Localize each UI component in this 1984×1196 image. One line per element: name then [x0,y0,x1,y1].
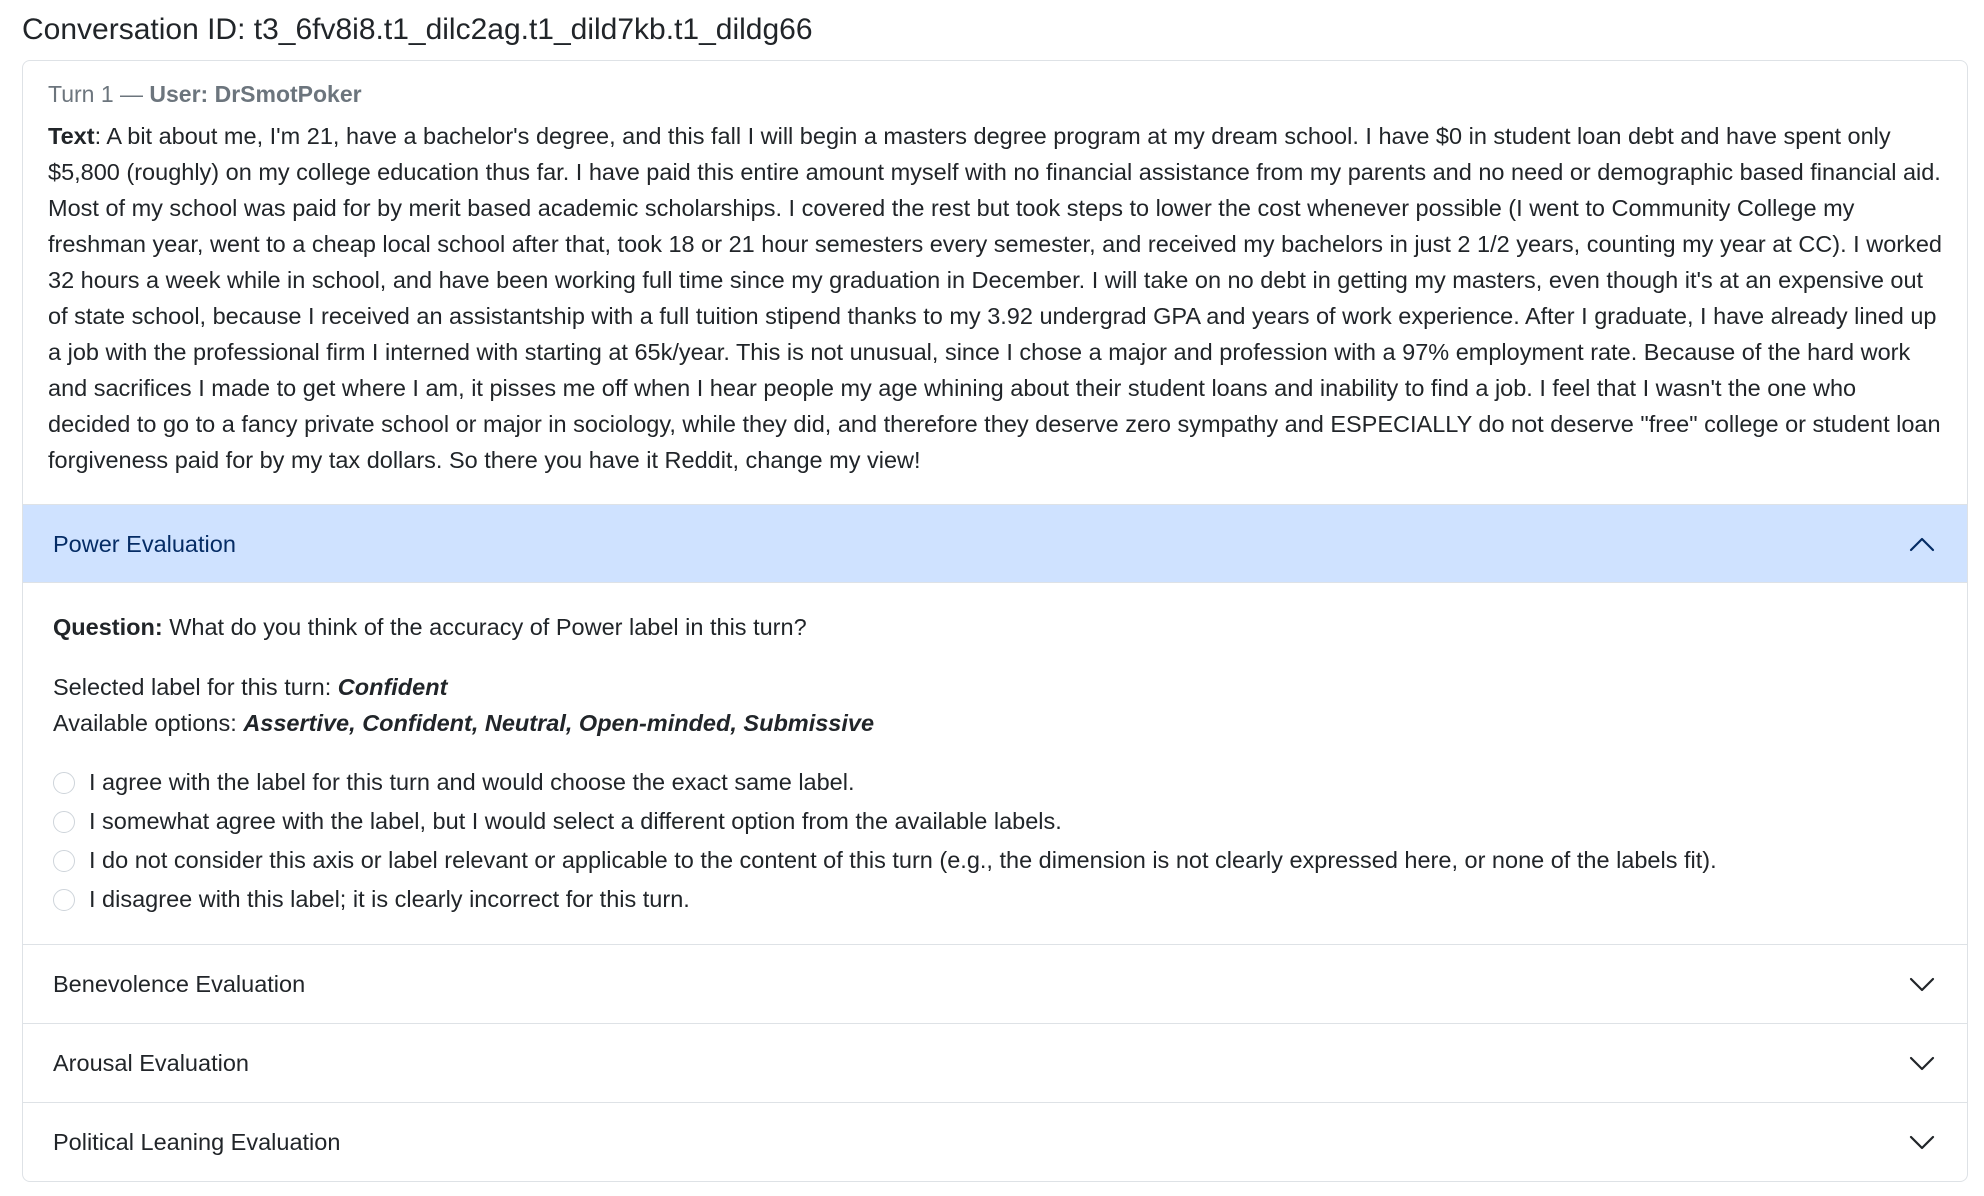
accordion-item-arousal [23,1023,1967,1102]
question [53,611,1937,643]
power-evaluation-header[interactable] [23,505,1967,583]
accordion-title: Political Leaning Evaluation [53,1128,341,1155]
chevron-down-icon [1907,969,1937,999]
text-label: Text [48,123,95,149]
selected-label-value: Confident [337,674,448,700]
political-leaning-evaluation-header[interactable] [23,1103,1967,1181]
question-text: What do you think of the accuracy of Power label in this turn? [162,614,807,640]
rating-options [53,763,1937,919]
option-label: I somewhat agree with the label, but I would select a different option from the available labels. [89,808,1062,834]
accordion-title: Power Evaluation [53,530,236,557]
arousal-evaluation-header[interactable] [23,1024,1967,1102]
power-evaluation-body [23,583,1967,944]
radio-button[interactable] [53,850,75,872]
chevron-down-icon [1907,1127,1937,1157]
turn-user: User: DrSmotPoker [149,81,362,107]
selected-label-prefix: Selected label for this turn: [53,674,338,700]
chevron-up-icon [1907,529,1937,559]
question-label: Question: [53,614,163,640]
option-label: I do not consider this axis or label relevant or applicable to the content of this turn (e.g., the dimension is not clearly expressed here, or none of the labels fit). [89,847,1717,873]
turn-number: Turn 1 — [48,81,150,107]
accordion-item-political-leaning [23,1102,1967,1181]
option-label: I disagree with this label; it is clearly incorrect for this turn. [89,886,690,912]
radio-button[interactable] [53,889,75,911]
chevron-down-icon [1907,1048,1937,1078]
available-options-prefix: Available options: [53,710,244,736]
turn-card [22,60,1968,504]
accordion-item-power [23,505,1967,944]
radio-button[interactable] [53,811,75,833]
evaluation-accordion [22,504,1968,1182]
selected-label-line [53,669,1937,705]
option-not-relevant[interactable] [53,841,1937,880]
radio-button[interactable] [53,772,75,794]
turn-text-body: : A bit about me, I'm 21, have a bachelor's degree, and this fall I will begin a masters degree program at my dream school. I have $0 in student loan debt and have spent only $5,800 (roughly) on my college education thus far. I have paid this entire amount myself with no financial assistance from my parents and no need or demographic based financial aid. Most of my school was paid for by merit based academic scholarships. I covered the rest but took steps to lower the cost whenever possible (I went to Community College my freshman year, went to a cheap local school after that, took 18 or 21 hour semesters every semester, and received my bachelors in just 2 1/2 years, counting my year at CC). I worked 32 hours a week while in school, and have been working full time since my graduation in December. I will take on no debt in getting my masters, even though it's at an expensive out of state school, because I received an assistantship with a full tuition stipend thanks to my 3.92 undergrad GPA and years of work experience. After I graduate, I have already lined up a job with the professional firm I interned with starting at 65k/year. This is not unusual, since I chose a major and profession with a 97% employment rate. Because of the hard work and sacrifices I made to get where I am, it pisses me off when I hear people my age whining about their student loans and inability to find a job. I feel that I wasn't the one who decided to go to a fancy private school or major in sociology, while they did, and therefore they deserve zero sympathy and ESPECIALLY do not deserve "free" college or student loan forgiveness paid for by my tax dollars. So there you have it Reddit, change my view! [48,123,1942,473]
option-disagree[interactable] [53,880,1937,919]
available-options-line [53,705,1937,741]
accordion-title: Arousal Evaluation [53,1049,249,1076]
benevolence-evaluation-header[interactable] [23,945,1967,1023]
accordion-title: Benevolence Evaluation [53,970,306,997]
turn-header [48,79,1943,109]
option-agree[interactable] [53,763,1937,802]
accordion-item-benevolence [23,944,1967,1023]
turn-text [48,118,1943,478]
conversation-title: Conversation ID: t3_6fv8i8.t1_dilc2ag.t1_dild7kb.t1_dildg66 [22,13,813,46]
available-options-value: Assertive, Confident, Neutral, Open-minded, Submissive [243,710,875,736]
option-label: I agree with the label for this turn and would choose the exact same label. [89,769,855,795]
option-somewhat-agree[interactable] [53,802,1937,841]
